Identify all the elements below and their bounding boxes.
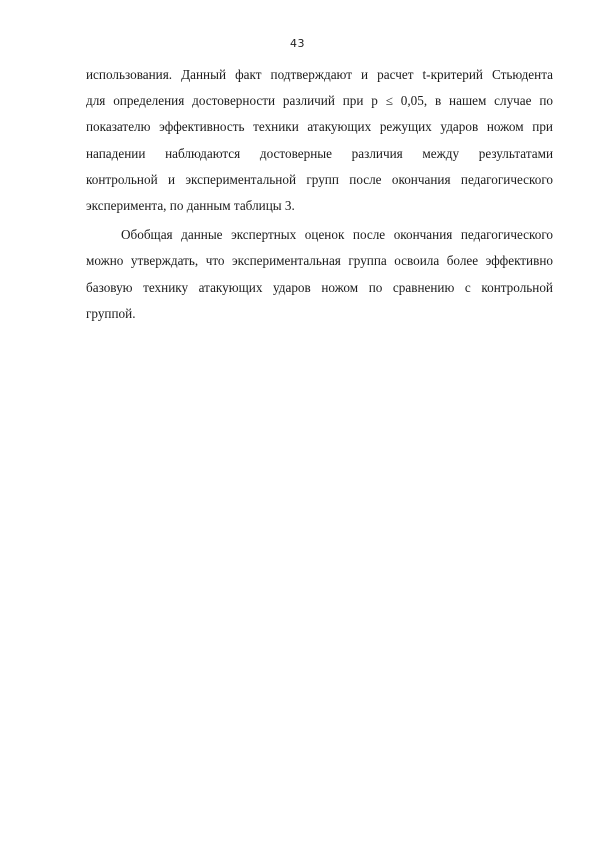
text-line: показателю эффективность техники атакующих режущих ударов ножом при xyxy=(86,119,553,135)
paragraph-2 xyxy=(86,222,553,327)
text-line: эксперимента, по данным таблицы 3. xyxy=(86,197,295,213)
page-number: 43 xyxy=(290,37,305,50)
text-line: базовую технику атакующих ударов ножом по сравнению с контрольной xyxy=(86,279,553,295)
text-line: использования. Данный факт подтверждают и расчет t-критерий Стьюдента xyxy=(86,67,553,82)
page-body xyxy=(86,62,553,327)
text-line: Обобщая данные экспертных оценок после окончания педагогического xyxy=(121,227,553,243)
text-line: группой. xyxy=(86,305,136,321)
text-line: нападении наблюдаются достоверные различия между результатами xyxy=(86,145,553,161)
text-line: можно утверждать, что экспериментальная группа освоила более эффективно xyxy=(86,253,553,269)
text-line: для определения достоверности различий при p ≤ 0,05, в нашем случае по xyxy=(86,93,553,109)
paragraph-1 xyxy=(86,62,553,219)
text-line: контрольной и экспериментальной групп после окончания педагогического xyxy=(86,171,553,187)
